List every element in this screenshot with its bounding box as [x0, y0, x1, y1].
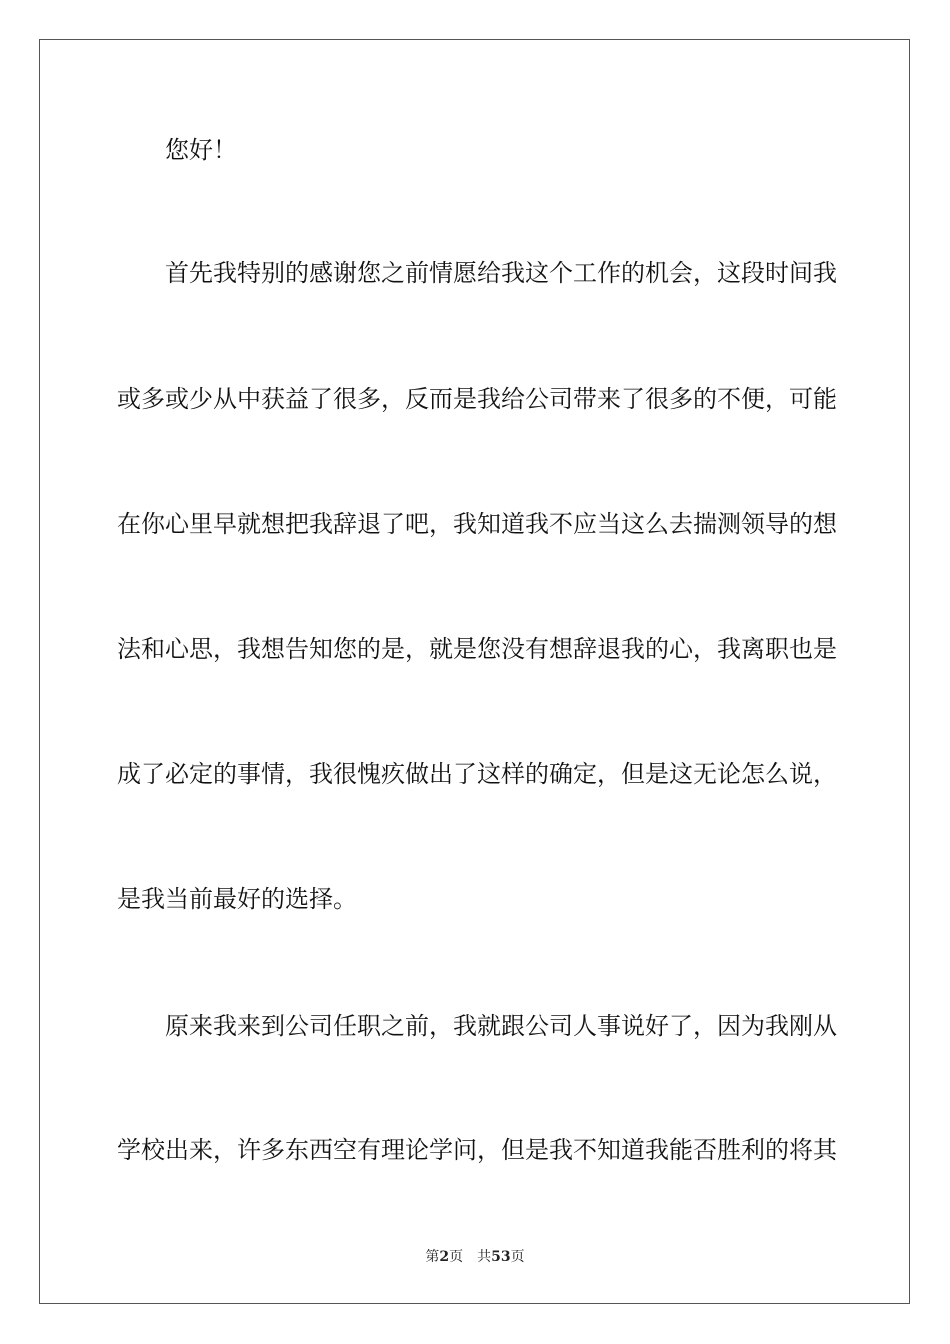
body-line-1: 首先我特别的感谢您之前情愿给我这个工作的机会，这段时间我	[165, 259, 837, 287]
total-prefix: 共	[477, 1249, 492, 1265]
body-line-2: 或多或少从中获益了很多，反而是我给公司带来了很多的不便，可能	[117, 385, 837, 413]
body-line-4: 法和心思，我想告知您的是，就是您没有想辞退我的心，我离职也是	[117, 635, 837, 663]
page-number: 2	[439, 1249, 450, 1265]
greeting-line: 您好！	[165, 136, 237, 164]
page-suffix: 页	[449, 1249, 464, 1265]
body-line-8: 学校出来，许多东西空有理论学问，但是我不知道我能否胜利的将其	[117, 1136, 837, 1164]
page-prefix: 第	[425, 1249, 440, 1265]
body-line-7: 原来我来到公司任职之前，我就跟公司人事说好了，因为我刚从	[165, 1012, 837, 1040]
body-line-3: 在你心里早就想把我辞退了吧，我知道我不应当这么去揣测领导的想	[117, 510, 837, 538]
page-frame	[39, 39, 910, 1304]
page-footer	[0, 1248, 950, 1266]
total-suffix: 页	[510, 1249, 525, 1265]
total-pages: 53	[491, 1249, 511, 1265]
body-line-5: 成了必定的事情，我很愧疚做出了这样的确定，但是这无论怎么说，	[117, 760, 837, 788]
body-line-6: 是我当前最好的选择。	[117, 885, 357, 913]
